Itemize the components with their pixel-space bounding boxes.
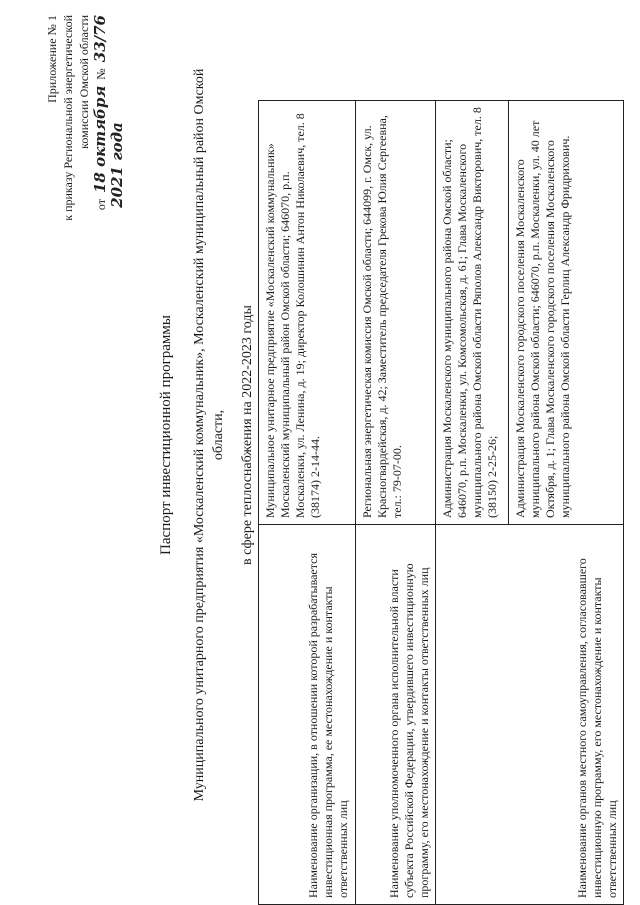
table-row <box>355 101 436 904</box>
table-row-label: Наименование органов местного самоуправления, согласовавшего инвестиционную программу, его местонахождение и контакты ответственных лиц <box>436 524 624 904</box>
passport-table <box>258 100 624 905</box>
handwritten-number: 33/76 <box>91 15 109 63</box>
appendix-line-1: Приложение № 1 <box>45 15 59 103</box>
table-row <box>435 101 624 904</box>
number-label: № <box>94 68 108 80</box>
appendix-date-line <box>92 15 109 255</box>
table-row-label: Наименование организации, в отношении которой разрабатывается инвестиционная программа, ее местонахождение и контакты ответственных лиц <box>259 524 355 904</box>
table-row-value: Администрация Москаленского городского поселения Москаленского муниципального района Омской области; 646070, р.п. Москаленки, ул. 40 лет Октября, д. 1; Глава Москаленского городского поселения Москаленского муниципального района Омской области Герлиц Александр Фридрихович. <box>508 101 573 524</box>
table-row-value: Региональная энергетическая комиссия Омской области; 644099, г. Омск, ул. Красногвардейская, д. 42; Заместитель председателя Грекова Юлия Сергеевна, тел.: 79-07-00. <box>360 115 404 518</box>
appendix-header <box>44 15 125 255</box>
title-block <box>140 25 257 845</box>
handwritten-date: 18 октября <box>91 85 109 194</box>
appendix-line-2: к приказу Региональной энергетической <box>61 15 75 221</box>
appendix-line-3: комиссии Омской области <box>77 15 91 149</box>
document-title: Паспорт инвестиционной программы <box>158 315 174 555</box>
from-label: от <box>94 199 108 211</box>
document-subtitle: Муниципального унитарного предприятия «Москаленский коммунальник», Москаленский муниципальный район Омской области, <box>192 68 226 802</box>
table-row-value: Муниципальное унитарное предприятие «Москаленский коммунальник» Москаленский муниципальный район Омской области; 646070, р.п. Москаленки, ул. Ленина, д. 19; директор Колошинин Антон Николаевич, тел. 8 (38174) 2-14-44. <box>263 113 322 518</box>
table-row <box>259 101 355 904</box>
table-row-label: Наименование уполномоченного органа исполнительной власти субъекта Российской Федерации, утвердившего инвестиционную программу, его местонахождение и контакты ответственных лиц <box>356 524 436 904</box>
document-period: в сфере теплоснабжения на 2022-2023 годы <box>240 305 255 565</box>
table-row-value: Администрация Москаленского муниципального района Омской области; 646070, р.п. Москаленки, ул. Комсомольская, д. 61; Глава Москаленского муниципального района Омской области Ряполов Александр Викторович, тел. 8 (38150) 2-25-26; <box>440 107 499 518</box>
table-row-values <box>436 101 624 524</box>
handwritten-year: 2021 года <box>108 122 126 208</box>
